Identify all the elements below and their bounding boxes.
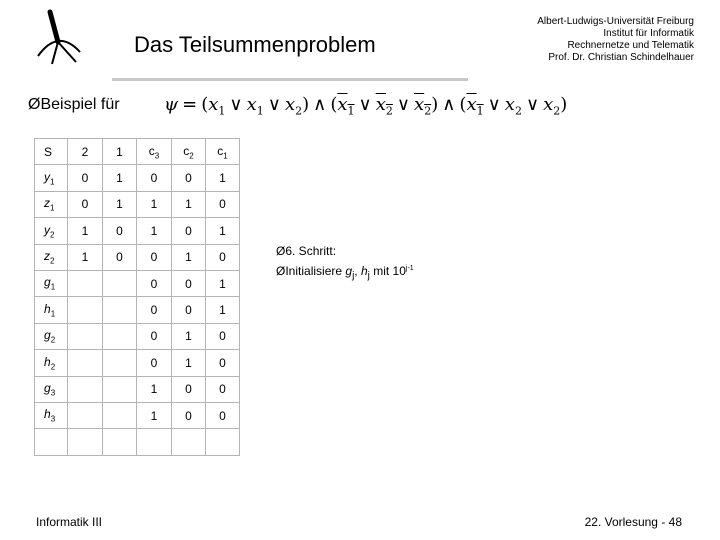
table-cell	[68, 270, 103, 296]
table-cell	[35, 429, 68, 455]
table-cell: 2	[68, 139, 103, 165]
table-cell: 0	[103, 218, 137, 244]
table-cell: 0	[172, 270, 206, 296]
table-cell	[68, 402, 103, 428]
literal: $x_1$	[246, 94, 264, 118]
table-cell: 1	[206, 297, 240, 323]
table-cell	[68, 297, 103, 323]
table-cell: 1	[103, 191, 137, 217]
literal: $x_2$	[543, 94, 561, 118]
table-cell: $g_3$	[35, 376, 68, 402]
table-row	[35, 139, 240, 165]
table-cell: 1	[103, 139, 137, 165]
table-cell: 0	[137, 244, 172, 270]
table-cell	[172, 429, 206, 455]
table-cell: $y_2$	[35, 218, 68, 244]
table-cell: 1	[206, 270, 240, 296]
institution-line: Albert-Ludwigs-Universität Freiburg	[537, 16, 694, 27]
table-cell: 0	[137, 270, 172, 296]
table-cell: 1	[103, 165, 137, 191]
table-cell: $h_2$	[35, 350, 68, 376]
table-row	[35, 376, 240, 402]
table-cell: 0	[172, 218, 206, 244]
table-cell: 0	[172, 402, 206, 428]
step-title: Ø6. Schritt:	[276, 244, 337, 258]
subset-sum-table	[34, 138, 240, 456]
table-cell	[103, 429, 137, 455]
table-cell: 1	[68, 244, 103, 270]
table-cell	[103, 402, 137, 428]
table-cell: 0	[172, 297, 206, 323]
bullet-marker-icon: Ø	[276, 244, 286, 258]
table-cell: 0	[206, 323, 240, 349]
table-cell: 1	[172, 350, 206, 376]
table-cell: 0	[206, 350, 240, 376]
table-row	[35, 297, 240, 323]
table-cell: 1	[137, 191, 172, 217]
table-cell	[68, 429, 103, 455]
table-row	[35, 350, 240, 376]
bullet-marker-icon: Ø	[28, 96, 41, 113]
table-cell: 1	[206, 165, 240, 191]
table-cell	[103, 297, 137, 323]
step-notes	[276, 243, 414, 284]
table-cell: 0	[137, 350, 172, 376]
table-cell: $y_1$	[35, 165, 68, 191]
table-cell: 0	[172, 376, 206, 402]
table-cell: 1	[68, 218, 103, 244]
bullet-beispiel	[28, 96, 120, 114]
footer-course: Informatik III	[36, 515, 103, 529]
table-cell: 0	[137, 165, 172, 191]
table-row	[35, 191, 240, 217]
table-cell: 1	[172, 191, 206, 217]
table-cell	[103, 350, 137, 376]
table-cell: $z_2$	[35, 244, 68, 270]
table-cell	[103, 270, 137, 296]
literal: $x_1$	[208, 94, 226, 118]
table-cell	[206, 429, 240, 455]
table-cell	[68, 350, 103, 376]
university-logo-icon	[30, 8, 86, 68]
literal: $x_2$	[504, 94, 522, 118]
table-row	[35, 218, 240, 244]
literal: $x_1$	[466, 94, 484, 118]
literal: $x_1$	[337, 94, 355, 118]
table-cell: 1	[172, 323, 206, 349]
institution-line: Institut für Informatik	[603, 28, 694, 39]
table-cell: $z_1$	[35, 191, 68, 217]
table-cell: 0	[206, 191, 240, 217]
table-cell: $h_1$	[35, 297, 68, 323]
table-cell: 1	[206, 218, 240, 244]
table-cell: 0	[68, 191, 103, 217]
table-row	[35, 323, 240, 349]
table-cell: 0	[206, 244, 240, 270]
table-cell: $c_3$	[137, 139, 172, 165]
table-cell: $h_3$	[35, 402, 68, 428]
formula-psi: $\psi = (x_1$ ∨ $x_1$ ∨ $x_2$) ∧ ($x_1$ ∨ $x_2$ ∨ $x_2$) ∧ ($x_1$ ∨ $x_2$ ∨ $x_2$)	[164, 94, 568, 118]
table-cell: $g_1$	[35, 270, 68, 296]
step-init: ØInitialisiere $g_j$, $h_j$ mit 10$^{j-1}$	[276, 264, 414, 282]
institution-line: Rechnernetze und Telematik	[567, 40, 694, 51]
table-cell: 1	[137, 402, 172, 428]
table-cell: $g_2$	[35, 323, 68, 349]
institution-block	[494, 16, 694, 64]
footer-slide-number: 22. Vorlesung - 48	[584, 515, 682, 529]
table-cell: 0	[206, 376, 240, 402]
table-cell	[103, 376, 137, 402]
literal: $x_2$	[375, 94, 393, 118]
table-cell: 1	[172, 244, 206, 270]
table-cell: 0	[68, 165, 103, 191]
bullet-marker-icon: Ø	[276, 264, 286, 278]
table-row	[35, 165, 240, 191]
table-cell: S	[35, 139, 68, 165]
slide-title: Das Teilsummenproblem	[134, 32, 376, 57]
institution-line: Prof. Dr. Christian Schindelhauer	[548, 52, 694, 63]
table-cell: 1	[137, 376, 172, 402]
title-rule	[112, 78, 468, 81]
table-cell: 0	[137, 297, 172, 323]
table-cell: 0	[137, 323, 172, 349]
table-cell: 0	[206, 402, 240, 428]
bullet-text: Beispiel für	[40, 96, 120, 113]
table-cell	[68, 376, 103, 402]
table-row	[35, 270, 240, 296]
table-cell: 0	[103, 244, 137, 270]
table-row	[35, 402, 240, 428]
table-cell	[103, 323, 137, 349]
table-cell	[137, 429, 172, 455]
table-row	[35, 429, 240, 455]
literal: $x_2$	[414, 94, 432, 118]
literal: $x_2$	[284, 94, 303, 118]
table-cell: 1	[137, 218, 172, 244]
table-cell: $c_2$	[172, 139, 206, 165]
table-row	[35, 244, 240, 270]
table-cell	[68, 323, 103, 349]
table-cell: $c_1$	[206, 139, 240, 165]
table-cell: 0	[172, 165, 206, 191]
